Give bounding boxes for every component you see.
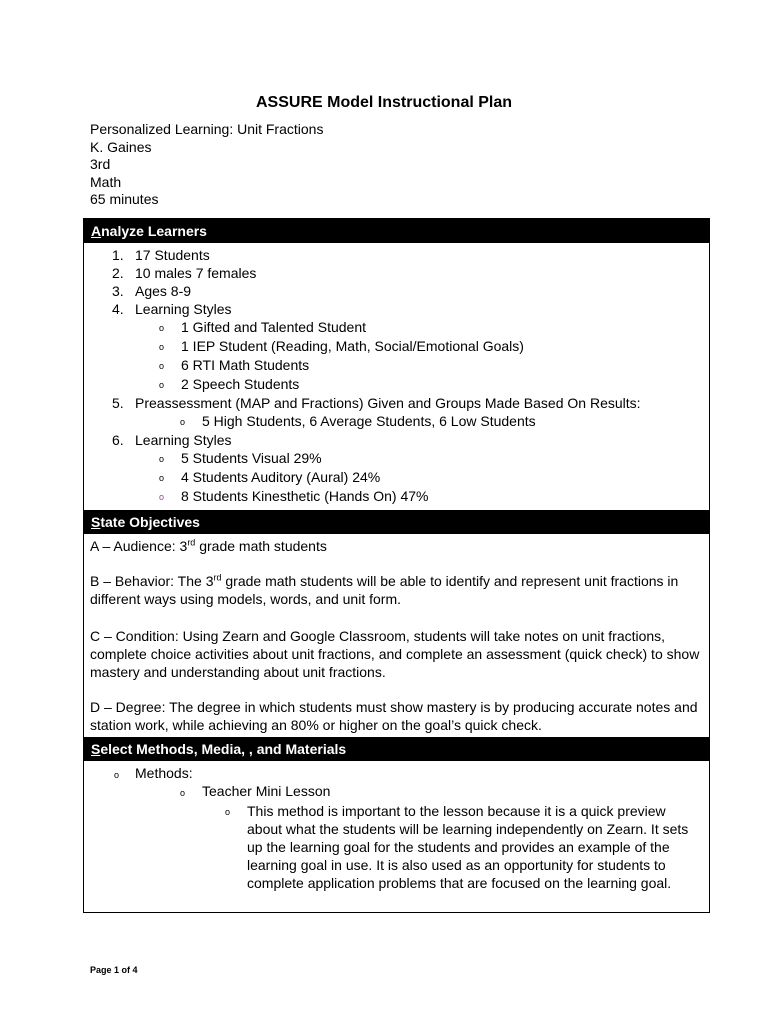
- list-number: 1.: [112, 247, 124, 263]
- objective-text: A – Audience: 3: [90, 538, 188, 554]
- header-initial: S: [91, 741, 101, 757]
- ordinal-suffix: rd: [213, 572, 222, 583]
- list-number: 6.: [112, 432, 124, 448]
- sub-item-text: 1 IEP Student (Reading, Math, Social/Emotional Goals): [181, 338, 524, 354]
- list-item-text: Preassessment (MAP and Fractions) Given and Groups Made Based On Results:: [135, 395, 641, 411]
- method-name: Teacher Mini Lesson: [202, 783, 331, 799]
- list-item-text: 10 males 7 females: [135, 265, 257, 281]
- document-title: ASSURE Model Instructional Plan: [255, 94, 513, 111]
- header-rest: tate Objectives: [100, 514, 200, 530]
- bullet-icon: o: [159, 454, 165, 464]
- sub-item-text: 4 Students Auditory (Aural) 24%: [181, 469, 381, 485]
- sub-item-text: 5 Students Visual 29%: [181, 450, 322, 466]
- page-footer: Page 1 of 4: [90, 965, 138, 975]
- sub-item-text: 2 Speech Students: [181, 376, 300, 392]
- sub-item-text: 5 High Students, 6 Average Students, 6 Low Students: [202, 413, 536, 429]
- list-item-text: 17 Students: [135, 247, 210, 263]
- bullet-icon: o: [159, 342, 165, 352]
- bullet-icon: o: [159, 361, 165, 371]
- objective-text: grade math students: [195, 538, 327, 554]
- list-number: 2.: [112, 265, 124, 281]
- meta-teacher: K. Gaines: [90, 138, 152, 155]
- bullet-icon: o: [159, 473, 165, 483]
- bullet-icon: o: [159, 323, 165, 333]
- bullet-icon: o: [180, 788, 186, 798]
- select-methods-body: [84, 761, 709, 912]
- header-rest: elect Methods, Media, , and Materials: [100, 741, 347, 757]
- sub-item-text: 6 RTI Math Students: [181, 357, 310, 373]
- bullet-icon: o: [159, 380, 165, 390]
- header-rest: nalyze Learners: [101, 223, 207, 239]
- list-item-text: Learning Styles: [135, 432, 232, 448]
- objective-text: grade math students will be able to identify and represent unit fractions in different ways using models, words, and unit form.: [90, 573, 679, 607]
- objective-condition: C – Condition: Using Zearn and Google Classroom, students will take notes on unit fractions, complete choice activities about unit fractions, and complete an assessment (quick check) to show mastery and understanding about unit fractions.: [90, 628, 700, 680]
- bullet-icon: o: [114, 770, 120, 780]
- plan-table: [83, 218, 710, 913]
- list-item: [112, 247, 124, 264]
- bullet-icon: o: [159, 492, 165, 502]
- objective-audience: [90, 537, 700, 555]
- select-methods-header: [84, 737, 709, 761]
- state-objectives-header: [84, 510, 709, 534]
- bullet-icon: o: [225, 807, 231, 817]
- list-item-text: Ages 8-9: [135, 283, 192, 299]
- analyze-learners-body: [84, 243, 709, 509]
- header-initial: A: [91, 223, 102, 239]
- bullet-icon: o: [180, 417, 186, 427]
- meta-duration: 65 minutes: [90, 191, 159, 208]
- list-number: 5.: [112, 395, 124, 411]
- list-number: 4.: [112, 301, 124, 317]
- meta-unit: Personalized Learning: Unit Fractions: [90, 121, 324, 137]
- methods-label: Methods:: [135, 765, 193, 781]
- plan-meta: [90, 121, 323, 209]
- meta-subject: Math: [90, 173, 122, 190]
- method-description: This method is important to the lesson because it is a quick preview about what the students will be learning independently on Zearn. It sets up the learning goal for the students and provides an example of the learning goal in use. It is also used as an opportunity for students to complete application problems that are focused on the learning goal.: [247, 803, 689, 891]
- state-objectives-body: [84, 534, 709, 735]
- sub-item-text: 1 Gifted and Talented Student: [181, 319, 366, 335]
- objective-behavior: [90, 572, 700, 608]
- sub-item-text: 8 Students Kinesthetic (Hands On) 47%: [181, 488, 429, 504]
- ordinal-suffix: rd: [187, 537, 196, 548]
- analyze-learners-header: [84, 219, 709, 243]
- list-number: 3.: [112, 283, 124, 299]
- list-item-text: Learning Styles: [135, 301, 232, 317]
- objective-degree: D – Degree: The degree in which students must show mastery is by producing accurate notes and station work, while achieving an 80% or higher on the goal’s quick check.: [90, 699, 698, 733]
- objective-text: B – Behavior: The 3: [90, 573, 214, 589]
- meta-grade: 3rd: [90, 156, 111, 173]
- header-initial: S: [91, 514, 101, 530]
